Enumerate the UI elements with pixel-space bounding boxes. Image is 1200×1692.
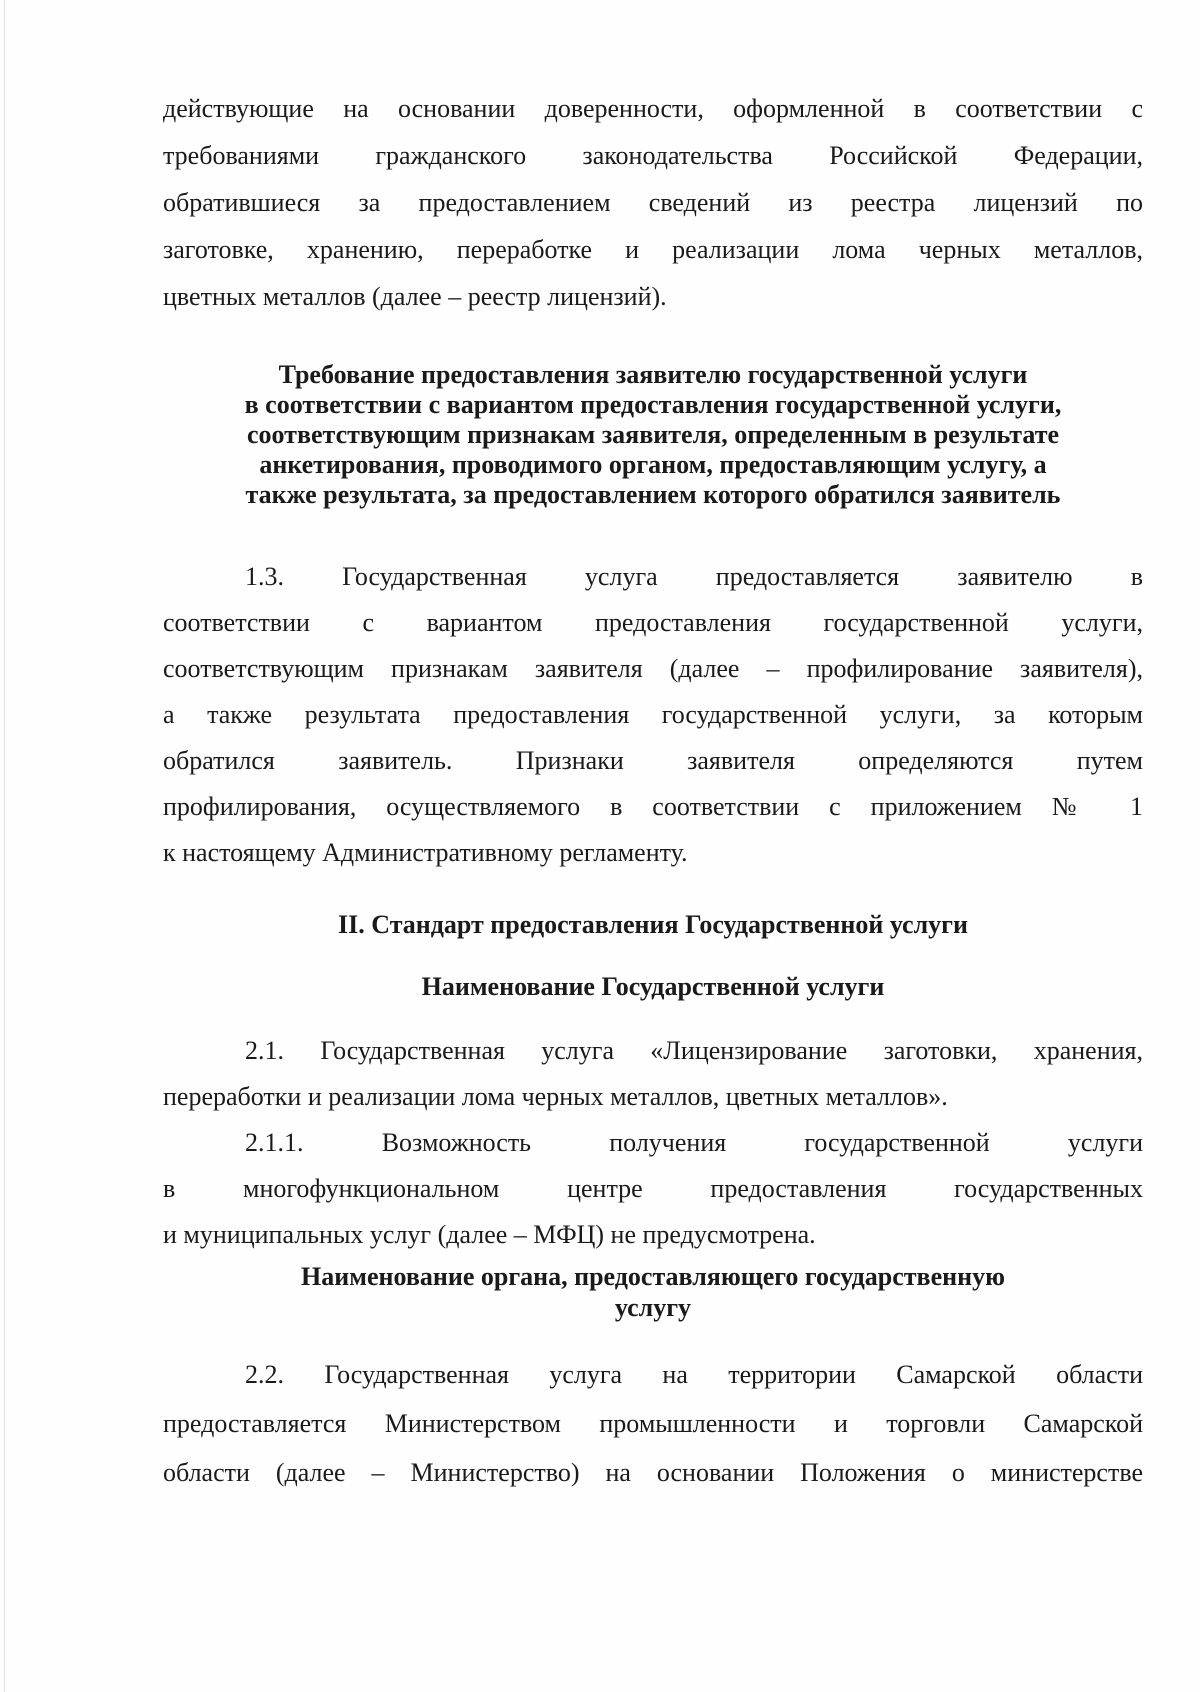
text-line: 2.1.1. Возможность получения государственной услуги [245, 1128, 1143, 1157]
scan-edge-line [4, 0, 5, 1692]
text-line: и муниципальных услуг (далее – МФЦ) не предусмотрена. [163, 1220, 816, 1249]
heading-authority [163, 1262, 1143, 1324]
text-line: соответствии с вариантом предоставления государственной услуги, [163, 608, 1143, 637]
text-line: переработки и реализации лома черных металлов, цветных металлов». [163, 1082, 948, 1111]
heading-line: также результата, за предоставлением которого обратился заявитель [245, 480, 1061, 509]
paragraph-1-3 [163, 562, 1143, 884]
text-line: профилирования, осуществляемого в соответствии с приложением № 1 [163, 792, 1143, 821]
text-line: требованиями гражданского законодательства Российской Федерации, [163, 141, 1143, 170]
text-line: обратился заявитель. Признаки заявителя определяются путем [163, 746, 1143, 775]
text-line: заготовке, хранению, переработке и реализации лома черных металлов, [163, 235, 1143, 264]
paragraph-2-2 [163, 1360, 1143, 1507]
text-line: предоставляется Министерством промышленности и торговли Самарской [163, 1409, 1143, 1438]
text-line: 2.1. Государственная услуга «Лицензирование заготовки, хранения, [245, 1036, 1143, 1065]
text-line: обратившиеся за предоставлением сведений из реестра лицензий по [163, 188, 1143, 217]
paragraph-2-1-1 [163, 1128, 1143, 1266]
text-line: цветных металлов (далее – реестр лицензий). [163, 282, 667, 311]
text-line: а также результата предоставления государственной услуги, за которым [163, 700, 1143, 729]
paragraph-2-1 [163, 1036, 1143, 1128]
heading-line: в соответствии с вариантом предоставления государственной услуги, [244, 390, 1062, 419]
heading-line: Требование предоставления заявителю государственной услуги [278, 360, 1028, 389]
heading-line: II. Стандарт предоставления Государственной услуги [338, 910, 968, 939]
text-line: действующие на основании доверенности, оформленной в соответствии с [163, 94, 1143, 123]
text-line: 1.3. Государственная услуга предоставляется заявителю в [245, 562, 1143, 591]
heading-service-name [163, 972, 1143, 1004]
section-2-title [163, 910, 1143, 942]
heading-requirement [163, 360, 1143, 510]
heading-line: Наименование Государственной услуги [421, 972, 885, 1001]
heading-line: анкетирования, проводимого органом, предоставляющим услугу, а [259, 450, 1047, 479]
text-line: в многофункциональном центре предоставления государственных [163, 1174, 1143, 1203]
heading-line: услугу [614, 1293, 692, 1322]
heading-line: соответствующим признакам заявителя, определенным в результате [246, 420, 1060, 449]
text-line: области (далее – Министерство) на основании Положения о министерстве [163, 1458, 1143, 1487]
text-line: 2.2. Государственная услуга на территории Самарской области [245, 1360, 1143, 1389]
text-line: к настоящему Административному регламенту. [163, 838, 688, 867]
text-line: соответствующим признакам заявителя (далее – профилирование заявителя), [163, 654, 1143, 683]
intro-paragraph [163, 94, 1143, 329]
heading-line: Наименование органа, предоставляющего государственную [301, 1262, 1005, 1291]
